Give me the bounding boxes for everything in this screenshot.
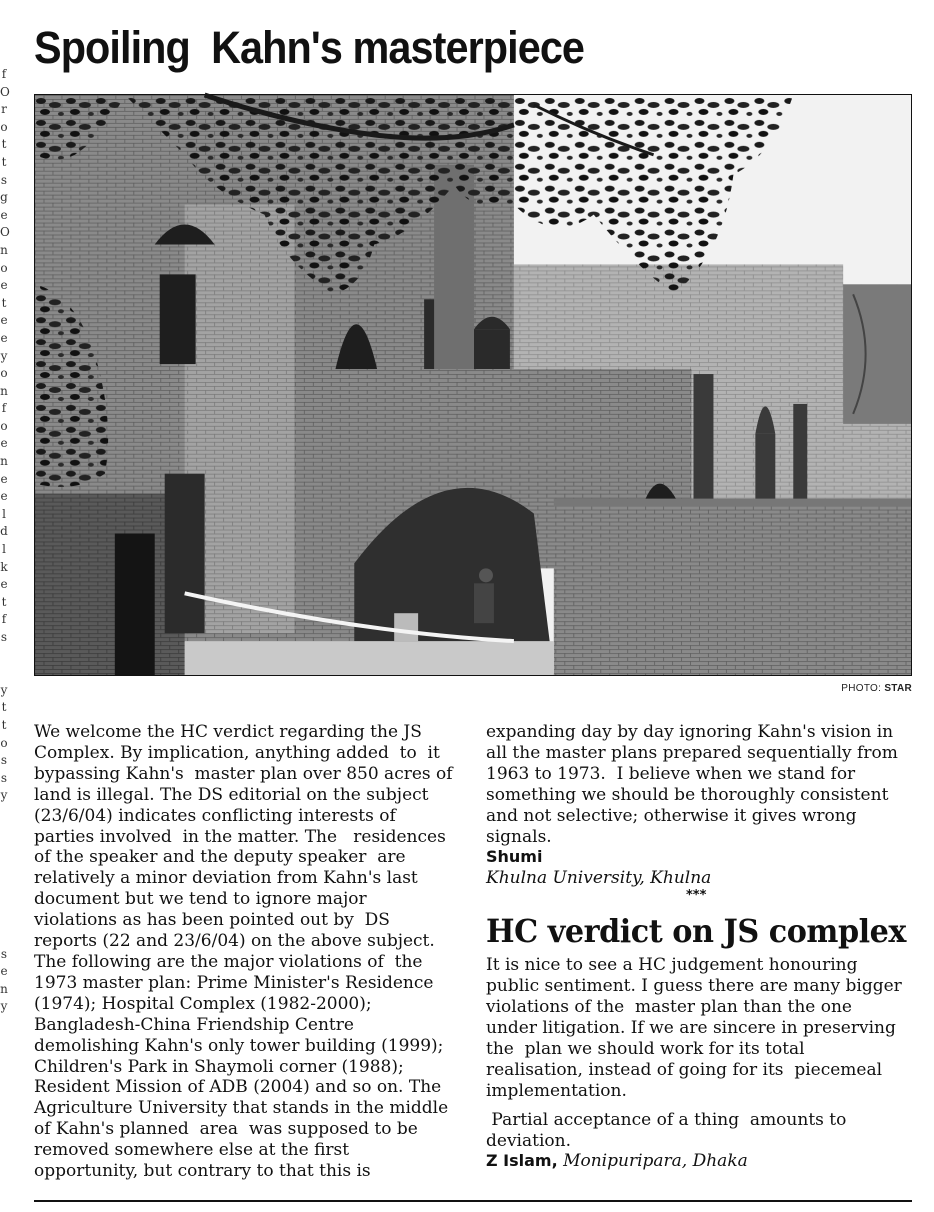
text-line: implementation.: [486, 1080, 627, 1101]
text-line: expanding day by day ignoring Kahn's vision in: [486, 722, 894, 742]
edge-letter: e: [0, 489, 8, 504]
text-line: We welcome the HC verdict regarding the JS: [34, 722, 422, 742]
edge-letter: y: [0, 682, 8, 697]
edge-letter: t: [1, 700, 7, 715]
letter2-author: Z Islam,: [486, 1151, 558, 1171]
edge-letter: t: [1, 154, 7, 169]
edge-letter: s: [0, 172, 8, 187]
edge-letter: t: [1, 594, 7, 609]
letter2-headline: HC verdict on JS complex: [486, 912, 906, 951]
edge-letter: n: [0, 981, 8, 996]
edge-letter: d: [0, 524, 8, 539]
edge-letter: e: [0, 964, 8, 979]
letter1-continued-text: [486, 722, 916, 847]
paragraph-gap: [486, 1102, 916, 1110]
edge-letter: [0, 875, 8, 893]
edge-letter: t: [1, 295, 7, 310]
letter2-signature: [486, 1151, 916, 1172]
text-line: violations as has been pointed out by DS: [34, 910, 390, 931]
edge-letter: o: [0, 260, 8, 275]
text-line: Bangladesh-China Friendship Centre: [34, 1014, 354, 1035]
bottom-rule: [34, 1200, 912, 1202]
text-line: realisation, instead of going for its piecemeal: [486, 1059, 883, 1080]
text-line: all the master plans prepared sequentially from: [486, 742, 898, 763]
letter2-paragraph-2: [486, 1110, 916, 1152]
text-line: removed somewhere else at the first: [34, 1140, 350, 1161]
edge-letter: [0, 664, 8, 682]
edge-letter: n: [0, 383, 8, 398]
text-line: 1973 master plan: Prime Minister's Residence: [34, 972, 434, 993]
text-line: document but we tend to ignore major: [34, 889, 367, 910]
edge-letter: l: [2, 506, 6, 521]
edge-letter: t: [1, 137, 7, 152]
article-photo: [34, 94, 912, 676]
text-line: parties involved in the matter. The residences: [34, 826, 446, 847]
text-line: Complex. By implication, anything added to it: [34, 742, 440, 763]
edge-letter: e: [0, 436, 8, 451]
letter1-column-right: [486, 722, 916, 1172]
letter1-author: Shumi: [486, 847, 543, 867]
text-line: under litigation. If we are sincere in preserving: [486, 1017, 896, 1038]
edge-letter: y: [0, 788, 8, 803]
edge-letter: e: [0, 471, 8, 486]
edge-letter: [0, 823, 8, 841]
text-line: Partial acceptance of a thing amounts to: [486, 1109, 847, 1130]
edge-letter: [0, 928, 8, 946]
photo-credit-label: PHOTO:: [841, 683, 882, 694]
photo-credit-source: STAR: [884, 683, 912, 694]
edge-letter: e: [0, 330, 8, 345]
building-photo-illustration: [35, 95, 911, 675]
edge-letter: e: [0, 577, 8, 592]
edge-letter: n: [0, 454, 8, 469]
edge-letter: [0, 647, 8, 665]
edge-letter: e: [0, 313, 8, 328]
edge-letter: s: [0, 770, 8, 785]
edge-letter: e: [0, 207, 8, 222]
edge-letter: [0, 893, 8, 911]
text-line: relatively a minor deviation from Kahn's last: [34, 868, 418, 889]
edge-letter: o: [0, 366, 8, 381]
text-line: land is illegal. The DS editorial on the subject: [34, 784, 429, 805]
text-line: the plan we should work for its total: [486, 1038, 805, 1059]
letter-separator: ***: [686, 888, 707, 904]
edge-letter: [0, 840, 8, 858]
text-line: Children's Park in Shaymoli corner (1988);: [34, 1056, 404, 1077]
text-line: public sentiment. I guess there are many bigger: [486, 976, 902, 997]
text-line: deviation.: [486, 1130, 571, 1151]
text-line: reports (22 and 23/6/04) on the above subject.: [34, 931, 435, 952]
photo-credit: [841, 683, 912, 694]
edge-letter: r: [1, 102, 7, 117]
letter1-affiliation: Khulna University, Khulna: [486, 868, 712, 889]
edge-letter: s: [0, 630, 8, 644]
edge-letter: O: [0, 225, 10, 240]
text-line: and not selective; otherwise it gives wrong: [486, 805, 857, 826]
edge-letter: f: [1, 401, 7, 416]
text-line: signals.: [486, 826, 552, 847]
text-line: violations of the master plan than the one: [486, 997, 852, 1018]
edge-letter: n: [0, 242, 8, 257]
edge-letter: y: [0, 348, 8, 363]
text-line: (23/6/04) indicates conflicting interests of: [34, 805, 396, 826]
edge-letter: g: [0, 190, 8, 205]
text-line: (1974); Hospital Complex (1982-2000);: [34, 993, 372, 1014]
text-line: 1963 to 1973. I believe when we stand for: [486, 763, 856, 784]
edge-letter: s: [0, 946, 8, 961]
letter2-affiliation: Monipuripara, Dhaka: [563, 1151, 748, 1172]
text-line: The following are the major violations of the: [34, 951, 423, 972]
edge-letter: e: [0, 278, 8, 293]
text-line: something we should be thoroughly consistent: [486, 784, 889, 805]
text-line: demolishing Kahn's only tower building (1999);: [34, 1035, 444, 1056]
text-line: Resident Mission of ADB (2004) and so on. The: [34, 1077, 442, 1098]
text-line: bypassing Kahn's master plan over 850 acres of: [34, 763, 453, 784]
edge-letter: o: [0, 418, 8, 433]
edge-letter: o: [0, 119, 8, 134]
letter2-paragraph-1: [486, 955, 916, 1101]
edge-letter: o: [0, 735, 8, 750]
edge-letter: O: [0, 84, 10, 99]
text-line: of Kahn's planned area was supposed to be: [34, 1119, 418, 1140]
edge-letter: s: [0, 753, 8, 768]
edge-letter: f: [1, 612, 7, 627]
adjacent-column-edge-text: [0, 66, 8, 1016]
text-line: It is nice to see a HC judgement honouring: [486, 955, 858, 976]
edge-letter: t: [1, 717, 7, 732]
edge-letter: [0, 858, 8, 876]
article-headline: Spoiling Kahn's masterpiece: [34, 22, 585, 73]
edge-letter: y: [0, 999, 8, 1014]
edge-letter: [0, 911, 8, 929]
edge-letter: f: [1, 67, 7, 81]
edge-letter: [0, 805, 8, 823]
letter1-column-left: [34, 722, 474, 1182]
text-line: Agriculture University that stands in the middle: [34, 1098, 449, 1119]
text-line: of the speaker and the deputy speaker are: [34, 847, 406, 868]
edge-letter: l: [2, 542, 6, 557]
text-line: opportunity, but contrary to that this is: [34, 1161, 371, 1182]
edge-letter: k: [0, 559, 8, 574]
